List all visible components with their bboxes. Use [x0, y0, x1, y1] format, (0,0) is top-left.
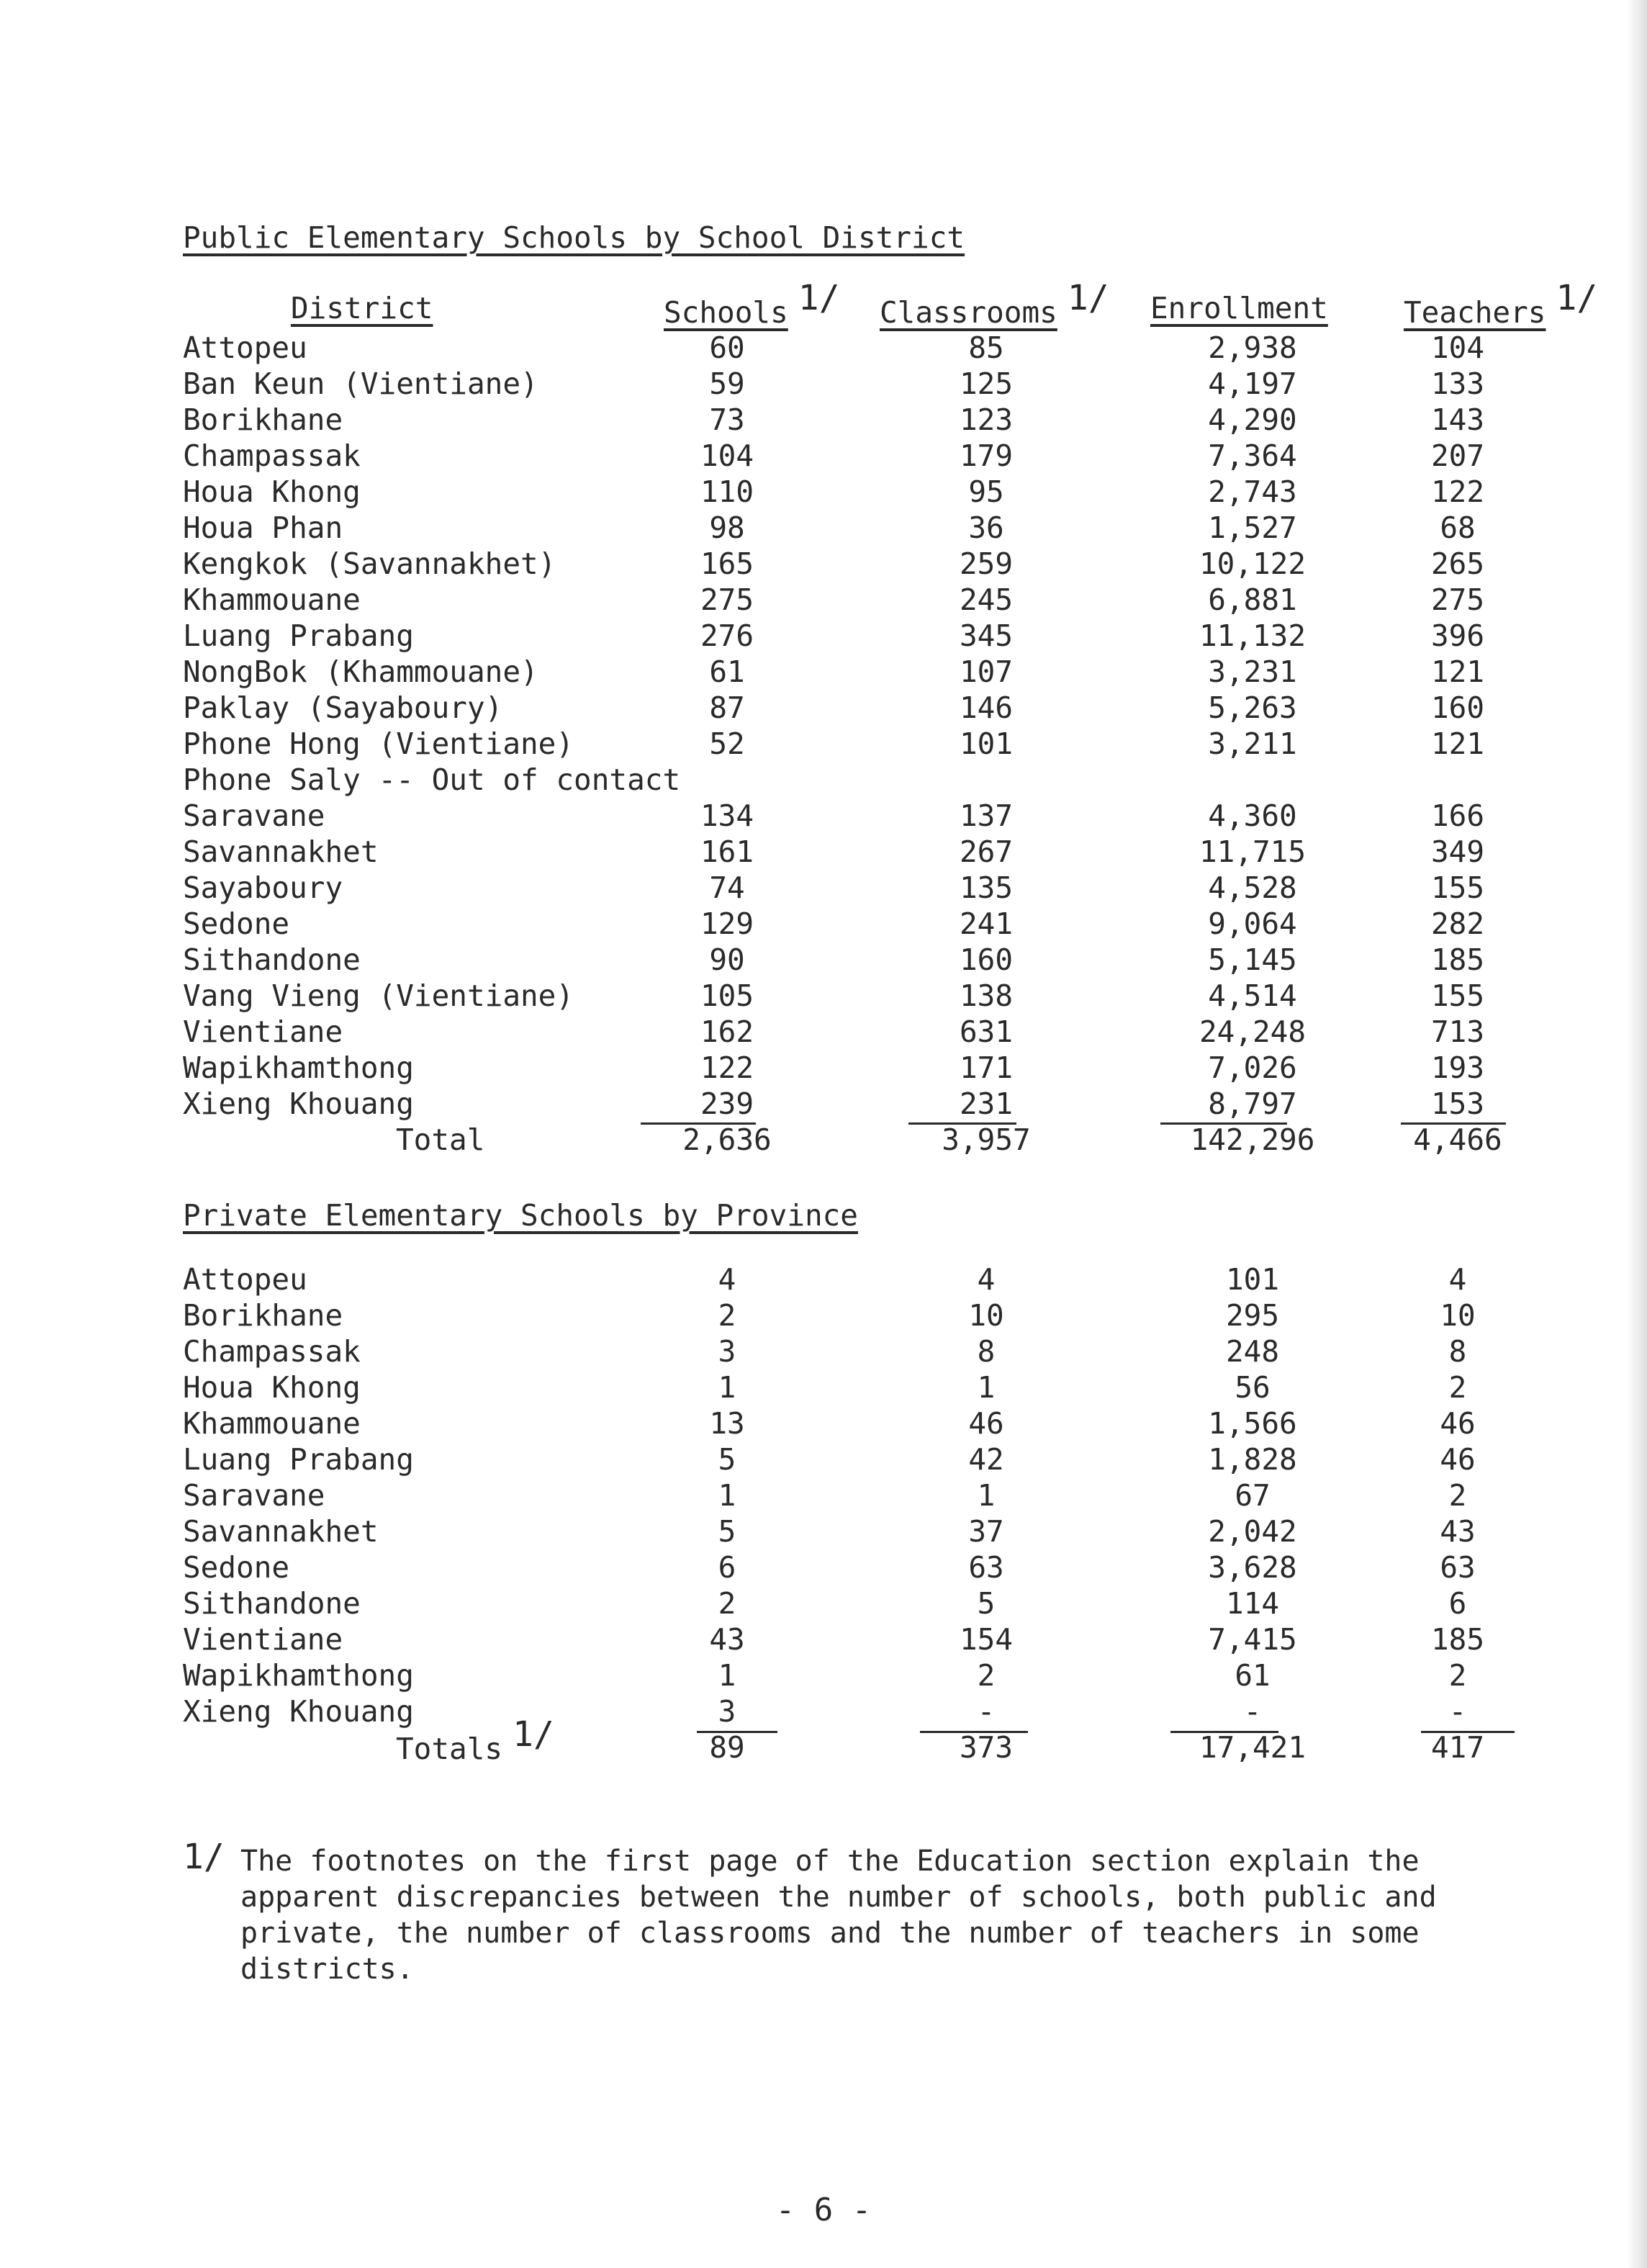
classrooms-cell: 95	[968, 474, 1004, 509]
schools-cell: 1	[718, 1478, 736, 1513]
enrollment-cell: 6,881	[1208, 582, 1297, 617]
row-name: Sedone	[183, 906, 290, 941]
row-name: Sithandone	[183, 942, 361, 977]
teachers-cell: 265	[1430, 546, 1485, 581]
schools-cell: 4	[718, 1262, 736, 1297]
enrollment-cell: 5,263	[1208, 690, 1297, 725]
schools-cell: 73	[709, 402, 745, 437]
classrooms-cell: 259	[959, 546, 1014, 581]
schools-cell: 1	[718, 1658, 736, 1693]
enrollment-cell: 3,628	[1208, 1550, 1297, 1585]
schools-cell: 134	[700, 798, 754, 833]
table-header	[0, 278, 1647, 334]
teachers-cell: 153	[1430, 1086, 1485, 1121]
table-row	[0, 726, 1647, 762]
enrollment-cell: 101	[1225, 1262, 1280, 1297]
table-row	[0, 546, 1647, 582]
schools-cell: 165	[700, 546, 754, 581]
teachers-cell: 193	[1430, 1050, 1485, 1085]
enrollment-cell: 61	[1235, 1658, 1271, 1693]
teachers-cell: 155	[1430, 870, 1485, 905]
classrooms-cell: 179	[959, 438, 1014, 473]
row-name: Saravane	[183, 798, 325, 833]
row-name: Houa Khong	[183, 474, 361, 509]
row-name: Kengkok (Savannakhet)	[183, 546, 556, 581]
classrooms-cell: 345	[959, 618, 1014, 653]
scan-edge	[1627, 0, 1647, 2268]
classrooms-cell: 125	[959, 366, 1014, 401]
table-row	[0, 906, 1647, 942]
teachers-cell: 63	[1440, 1550, 1476, 1585]
schools-cell: 129	[700, 906, 754, 941]
enrollment-cell: 7,364	[1208, 438, 1297, 473]
table-row	[0, 402, 1647, 438]
classrooms-cell: 631	[959, 1014, 1014, 1049]
teachers-cell: 282	[1430, 906, 1485, 941]
table-row	[0, 438, 1647, 474]
row-name: Vang Vieng (Vientiane)	[183, 978, 574, 1013]
schools-cell: 110	[700, 474, 754, 509]
enrollment-cell: 5,145	[1208, 942, 1297, 977]
enrollment-cell: 4,290	[1208, 402, 1297, 437]
teachers-cell: 417	[1430, 1730, 1485, 1765]
table-row	[0, 942, 1647, 978]
classrooms-cell: 138	[959, 978, 1014, 1013]
row-name: Attopeu	[183, 1262, 307, 1297]
enrollment-cell: 67	[1235, 1478, 1271, 1513]
table-row	[0, 690, 1647, 726]
classrooms-cell: 10	[968, 1298, 1004, 1333]
table-row	[0, 1513, 1647, 1549]
teachers-cell: 121	[1430, 726, 1485, 761]
classrooms-cell: 245	[959, 582, 1014, 617]
enrollment-cell: 1,527	[1208, 510, 1297, 545]
enrollment-cell: 56	[1235, 1370, 1271, 1405]
enrollment-cell: 1,566	[1208, 1406, 1297, 1441]
total-label: Total	[396, 1122, 485, 1157]
table-row	[0, 1621, 1647, 1657]
header-schools: Schools 1/	[664, 278, 840, 330]
teachers-cell: 349	[1430, 834, 1485, 869]
row-name: Wapikhamthong	[183, 1050, 414, 1085]
schools-cell: 1	[718, 1370, 736, 1405]
table-row	[0, 1441, 1647, 1477]
schools-cell: 161	[700, 834, 754, 869]
row-name: Xieng Khouang	[183, 1694, 414, 1729]
schools-cell: 52	[709, 726, 745, 761]
teachers-cell: 396	[1430, 618, 1485, 653]
public-section-title: Public Elementary Schools by School District	[183, 220, 965, 255]
teachers-cell: 275	[1430, 582, 1485, 617]
header-district: District	[291, 291, 433, 325]
table-row	[0, 1585, 1647, 1621]
classrooms-cell: 101	[959, 726, 1014, 761]
schools-cell: 87	[709, 690, 745, 725]
teachers-cell: 166	[1430, 798, 1485, 833]
enrollment-cell: 142,296	[1190, 1122, 1315, 1157]
classrooms-cell: 3,957	[942, 1122, 1031, 1157]
teachers-cell: 155	[1430, 978, 1485, 1013]
enrollment-cell: 7,415	[1208, 1622, 1297, 1657]
row-name: Luang Prabang	[183, 1442, 414, 1477]
classrooms-cell: 137	[959, 798, 1014, 833]
enrollment-cell: 10,122	[1199, 546, 1307, 581]
footnote-mark: 1/	[183, 1837, 225, 1877]
teachers-cell: 68	[1440, 510, 1476, 545]
row-name: Savannakhet	[183, 834, 379, 869]
teachers-cell: 122	[1430, 474, 1485, 509]
enrollment-cell: 17,421	[1199, 1730, 1307, 1765]
teachers-cell: 10	[1440, 1298, 1476, 1333]
schools-cell: 74	[709, 870, 745, 905]
classrooms-cell: 231	[959, 1086, 1014, 1121]
teachers-cell: 2	[1448, 1478, 1467, 1513]
schools-cell: 2,636	[682, 1122, 772, 1157]
row-name: Phone Hong (Vientiane)	[183, 726, 574, 761]
table-row	[0, 1477, 1647, 1513]
row-name: Borikhane	[183, 402, 343, 437]
classrooms-cell: 135	[959, 870, 1014, 905]
classrooms-cell: 5	[977, 1586, 996, 1621]
row-name: Borikhane	[183, 1298, 343, 1333]
enrollment-cell: 4,197	[1208, 366, 1297, 401]
table-row	[0, 798, 1647, 834]
table-row	[0, 1050, 1647, 1086]
header-classrooms: Classrooms 1/	[880, 278, 1109, 330]
enrollment-cell: 3,211	[1208, 726, 1297, 761]
row-name: Wapikhamthong	[183, 1658, 414, 1693]
classrooms-cell: 85	[968, 330, 1004, 365]
enrollment-cell: 248	[1225, 1334, 1280, 1369]
row-name: Houa Khong	[183, 1370, 361, 1405]
schools-cell: 6	[718, 1550, 736, 1585]
row-name: Paklay (Sayaboury)	[183, 690, 503, 725]
footnote-mark: 1/	[798, 278, 840, 318]
teachers-cell: 2	[1448, 1370, 1467, 1405]
classrooms-cell: 267	[959, 834, 1014, 869]
total-label: Totals 1/	[396, 1714, 554, 1766]
enrollment-cell: -	[1243, 1694, 1262, 1729]
footnote-mark: 1/	[1556, 278, 1598, 318]
classrooms-cell: 37	[968, 1514, 1004, 1549]
table-row	[0, 1014, 1647, 1050]
schools-cell: 59	[709, 366, 745, 401]
classrooms-cell: 4	[977, 1262, 996, 1297]
schools-cell: 5	[718, 1514, 736, 1549]
schools-cell: 13	[709, 1406, 745, 1441]
table-row	[0, 1369, 1647, 1405]
table-row	[0, 654, 1647, 690]
table-row	[0, 366, 1647, 402]
teachers-cell: 143	[1430, 402, 1485, 437]
enrollment-cell: 24,248	[1199, 1014, 1307, 1049]
enrollment-cell: 4,360	[1208, 798, 1297, 833]
table-row	[0, 870, 1647, 906]
classrooms-cell: 36	[968, 510, 1004, 545]
classrooms-cell: 1	[977, 1478, 996, 1513]
schools-cell: 122	[700, 1050, 754, 1085]
table-row	[0, 618, 1647, 654]
teachers-cell: 160	[1430, 690, 1485, 725]
teachers-cell: 8	[1448, 1334, 1467, 1369]
schools-cell: 162	[700, 1014, 754, 1049]
enrollment-cell: 114	[1225, 1586, 1280, 1621]
enrollment-cell: 4,528	[1208, 870, 1297, 905]
row-name: Saravane	[183, 1478, 325, 1513]
row-name: Khammouane	[183, 582, 361, 617]
row-name: Attopeu	[183, 330, 307, 365]
enrollment-cell: 11,132	[1199, 618, 1307, 653]
table-row	[0, 1261, 1647, 1297]
classrooms-cell: 42	[968, 1442, 1004, 1477]
classrooms-cell: 160	[959, 942, 1014, 977]
enrollment-cell: 3,231	[1208, 654, 1297, 689]
enrollment-cell: 8,797	[1208, 1086, 1297, 1121]
classrooms-cell: 2	[977, 1658, 996, 1693]
header-enrollment: Enrollment	[1150, 291, 1328, 325]
table-row	[0, 510, 1647, 546]
classrooms-cell: -	[977, 1694, 996, 1729]
footnote-text: The footnotes on the first page of the Education section explain the apparent discrepancies between the number of schools, both public and private, the number of classrooms and the number of teachers in some districts.	[240, 1845, 1437, 1986]
row-name: Ban Keun (Vientiane)	[183, 366, 538, 401]
table-row	[0, 1086, 1647, 1122]
teachers-cell: 6	[1448, 1586, 1467, 1621]
footnote	[183, 1837, 1536, 1987]
enrollment-cell: 2,938	[1208, 330, 1297, 365]
table-row	[0, 1297, 1647, 1333]
row-name: Vientiane	[183, 1622, 343, 1657]
teachers-cell: 104	[1430, 330, 1485, 365]
teachers-cell: -	[1448, 1694, 1467, 1729]
teachers-cell: 4	[1448, 1262, 1467, 1297]
enrollment-cell: 7,026	[1208, 1050, 1297, 1085]
teachers-cell: 207	[1430, 438, 1485, 473]
table-row	[0, 1549, 1647, 1585]
row-name: Phone Saly -- Out of contact	[183, 762, 681, 797]
table-row	[0, 1657, 1647, 1693]
row-name: Sayaboury	[183, 870, 343, 905]
teachers-cell: 46	[1440, 1442, 1476, 1477]
schools-cell: 276	[700, 618, 754, 653]
schools-cell: 60	[709, 330, 745, 365]
row-name: Xieng Khouang	[183, 1086, 414, 1121]
schools-cell: 89	[709, 1730, 745, 1765]
table-row	[0, 1405, 1647, 1441]
schools-cell: 5	[718, 1442, 736, 1477]
enrollment-cell: 11,715	[1199, 834, 1307, 869]
footnote-mark: 1/	[1067, 278, 1109, 318]
schools-cell: 98	[709, 510, 745, 545]
classrooms-cell: 373	[959, 1730, 1014, 1765]
row-name: Luang Prabang	[183, 618, 414, 653]
row-name: Houa Phan	[183, 510, 343, 545]
row-name: Savannakhet	[183, 1514, 379, 1549]
table-row	[0, 582, 1647, 618]
classrooms-cell: 107	[959, 654, 1014, 689]
schools-cell: 105	[700, 978, 754, 1013]
page-number: - 6 -	[775, 2192, 872, 2228]
total-row	[0, 1714, 1647, 1766]
row-name: NongBok (Khammouane)	[183, 654, 538, 689]
row-name: Khammouane	[183, 1406, 361, 1441]
row-name: Sedone	[183, 1550, 290, 1585]
schools-cell: 61	[709, 654, 745, 689]
schools-cell: 90	[709, 942, 745, 977]
enrollment-cell: 2,743	[1208, 474, 1297, 509]
schools-cell: 3	[718, 1334, 736, 1369]
row-name: Champassak	[183, 438, 361, 473]
private-section-title: Private Elementary Schools by Province	[183, 1198, 858, 1233]
classrooms-cell: 8	[977, 1334, 996, 1369]
row-name: Vientiane	[183, 1014, 343, 1049]
schools-cell: 43	[709, 1622, 745, 1657]
teachers-cell: 185	[1430, 1622, 1485, 1657]
enrollment-cell: 4,514	[1208, 978, 1297, 1013]
teachers-cell: 43	[1440, 1514, 1476, 1549]
classrooms-cell: 123	[959, 402, 1014, 437]
classrooms-cell: 171	[959, 1050, 1014, 1085]
enrollment-cell: 9,064	[1208, 906, 1297, 941]
schools-cell: 239	[700, 1086, 754, 1121]
table-row	[0, 1693, 1647, 1729]
enrollment-cell: 295	[1225, 1298, 1280, 1333]
schools-cell: 2	[718, 1586, 736, 1621]
classrooms-cell: 46	[968, 1406, 1004, 1441]
row-name: Sithandone	[183, 1586, 361, 1621]
classrooms-cell: 1	[977, 1370, 996, 1405]
classrooms-cell: 154	[959, 1622, 1014, 1657]
table-row	[0, 834, 1647, 870]
teachers-cell: 713	[1430, 1014, 1485, 1049]
table-row	[0, 978, 1647, 1014]
schools-cell: 275	[700, 582, 754, 617]
header-teachers: Teachers 1/	[1404, 278, 1598, 330]
schools-cell: 104	[700, 438, 754, 473]
teachers-cell: 185	[1430, 942, 1485, 977]
classrooms-cell: 63	[968, 1550, 1004, 1585]
row-name: Champassak	[183, 1334, 361, 1369]
enrollment-cell: 1,828	[1208, 1442, 1297, 1477]
table-row	[0, 474, 1647, 510]
schools-cell: 3	[718, 1694, 736, 1729]
teachers-cell: 121	[1430, 654, 1485, 689]
table-row	[0, 1333, 1647, 1369]
classrooms-cell: 241	[959, 906, 1014, 941]
footnote-mark: 1/	[513, 1714, 554, 1755]
enrollment-cell: 2,042	[1208, 1514, 1297, 1549]
schools-cell: 2	[718, 1298, 736, 1333]
table-row	[0, 762, 1647, 798]
classrooms-cell: 146	[959, 690, 1014, 725]
teachers-cell: 4,466	[1413, 1122, 1502, 1157]
teachers-cell: 133	[1430, 366, 1485, 401]
teachers-cell: 46	[1440, 1406, 1476, 1441]
table-row	[0, 330, 1647, 366]
total-row	[0, 1122, 1647, 1158]
teachers-cell: 2	[1448, 1658, 1467, 1693]
